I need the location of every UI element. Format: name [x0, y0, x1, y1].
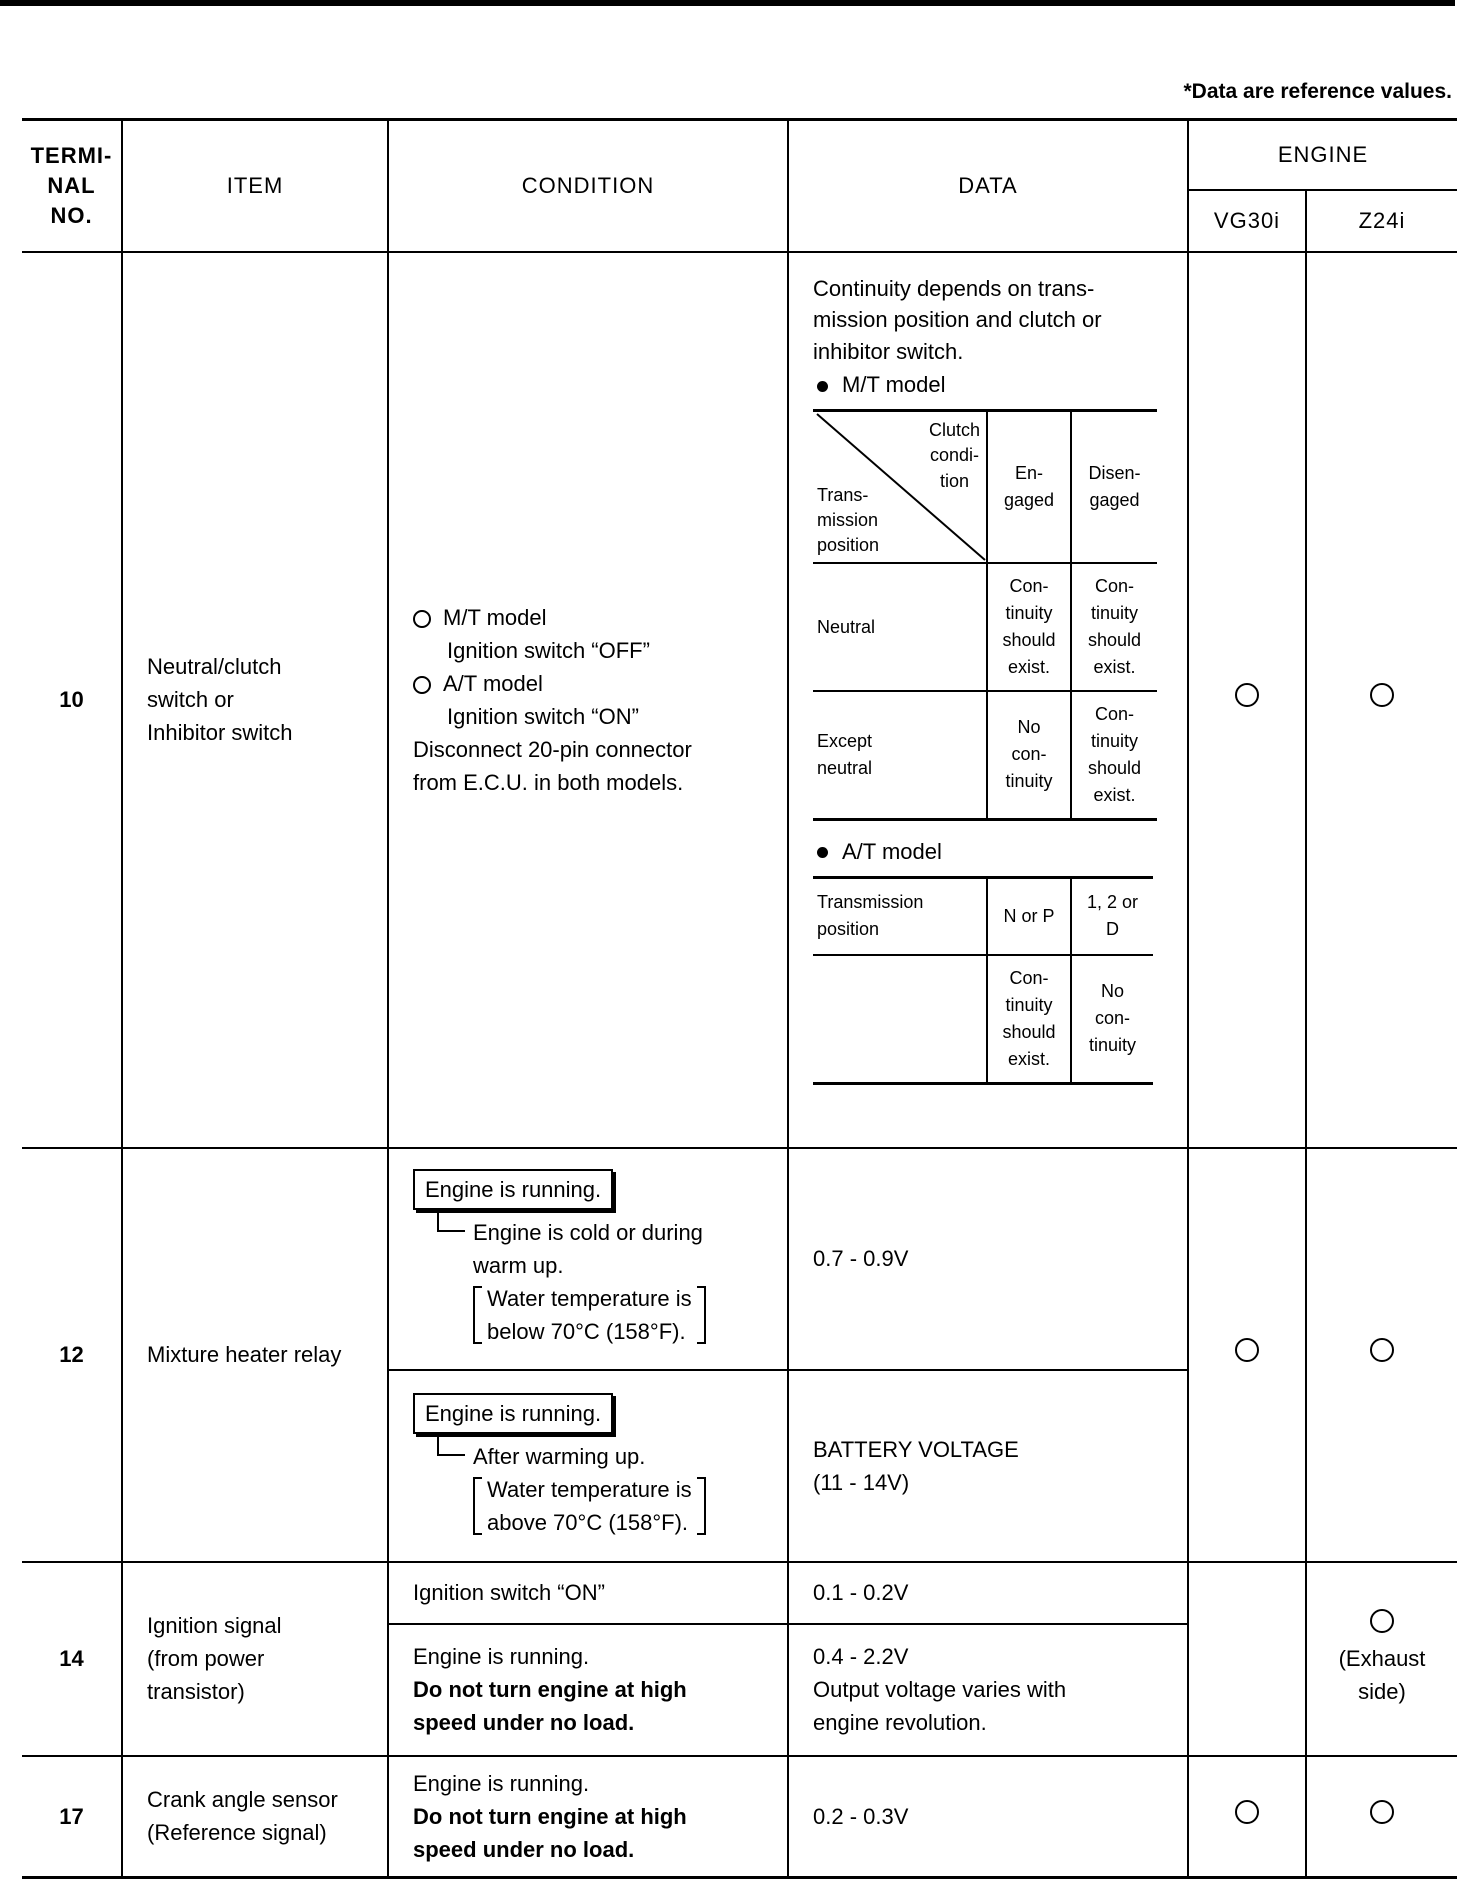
condition-bracket: Water temperature is above 70°C (158°F). [473, 1473, 706, 1539]
vg30i-applicable [1188, 252, 1306, 1148]
item-label: Crank angle sensor (Reference signal) [122, 1756, 388, 1878]
condition-at: A/T model [443, 670, 543, 696]
header-data: DATA [788, 120, 1188, 252]
col-1-2-or-d: 1, 2 or D [1071, 877, 1153, 955]
condition-branch: Engine is cold or during warm up. [413, 1216, 767, 1282]
transmission-position-label: Trans- mission position [817, 484, 880, 555]
terminal-number: 17 [22, 1756, 122, 1878]
table-row [22, 1562, 1457, 1624]
col-disengaged: Disen- gaged [1071, 411, 1157, 564]
d-continuity: No con- tinuity [1071, 955, 1153, 1083]
condition-cell [388, 1756, 788, 1878]
row-neutral: Neutral [813, 563, 987, 691]
condition-text: Engine is running. [413, 1770, 590, 1796]
condition-at-ignition: Ignition switch “ON” [447, 703, 639, 729]
data-value: 0.4 - 2.2V Output voltage varies with engine revolution. [788, 1624, 1188, 1756]
circle-icon [1235, 1800, 1259, 1824]
condition-warning: Do not turn engine at high speed under no load. [413, 1803, 687, 1862]
condition-text: Engine is running. [413, 1644, 590, 1669]
circle-icon [1370, 1338, 1394, 1362]
terminal-number: 12 [22, 1148, 122, 1562]
row-except-neutral: Except neutral [813, 691, 987, 819]
circle-icon [1235, 683, 1259, 707]
condition-bracket: Water temperature is below 70°C (158°F). [473, 1282, 706, 1348]
condition-branch: After warming up. [413, 1440, 767, 1473]
condition-cell [388, 1370, 788, 1562]
at-continuity-table [813, 876, 1153, 1085]
circle-icon [1370, 1609, 1394, 1633]
header-z24i: Z24i [1306, 190, 1457, 252]
condition-disconnect: Disconnect 20-pin connector from E.C.U. in both models. [413, 736, 692, 795]
condition-box: Engine is running. [413, 1169, 613, 1210]
except-engaged: No con- tinuity [987, 691, 1071, 819]
data-value: 0.7 - 0.9V [788, 1148, 1188, 1370]
data-value: 0.1 - 0.2V [788, 1562, 1188, 1624]
diagonal-header-cell [813, 411, 987, 564]
data-value: 0.2 - 0.3V [788, 1756, 1188, 1878]
col-engaged: En- gaged [987, 411, 1071, 564]
bullet-icon [817, 847, 828, 858]
header-engine: ENGINE [1188, 120, 1457, 190]
condition-mt-ignition: Ignition switch “OFF” [447, 637, 650, 663]
z24i-applicable [1306, 252, 1457, 1148]
vg30i-applicable [1188, 1148, 1306, 1562]
condition-cell [388, 1148, 788, 1370]
mt-title: M/T model [842, 372, 946, 398]
col-n-or-p: N or P [987, 877, 1071, 955]
data-value: BATTERY VOLTAGE (11 - 14V) [788, 1370, 1188, 1562]
vg30i-applicable [1188, 1562, 1306, 1756]
header-item: ITEM [122, 120, 388, 252]
item-label: Neutral/clutch switch or Inhibitor switch [122, 252, 388, 1148]
table-row [22, 1148, 1457, 1370]
vg30i-applicable [1188, 1756, 1306, 1878]
circle-bullet-icon [413, 610, 431, 628]
except-disengaged: Con- tinuity should exist. [1071, 691, 1157, 819]
terminal-number: 14 [22, 1562, 122, 1756]
clutch-condition-label: Clutch condi- tion [928, 420, 980, 491]
condition-mt: M/T model [443, 604, 547, 630]
condition-text: Ignition switch “ON” [388, 1562, 788, 1624]
circle-icon [1370, 683, 1394, 707]
table-row [22, 252, 1457, 1148]
row-transmission-position: Transmission position [813, 877, 987, 955]
top-rule [0, 0, 1455, 6]
condition-warning: Do not turn engine at high speed under no load. [413, 1677, 687, 1735]
condition-cell [388, 1624, 788, 1756]
mt-continuity-table [813, 409, 1157, 821]
neutral-disengaged: Con- tinuity should exist. [1071, 563, 1157, 691]
data-cell [788, 252, 1188, 1148]
terminal-data-table [22, 118, 1457, 1879]
item-label: Mixture heater relay [122, 1148, 388, 1562]
z24i-applicable [1306, 1148, 1457, 1562]
item-label: Ignition signal (from power transistor) [122, 1562, 388, 1756]
reference-note: *Data are reference values. [1183, 80, 1452, 103]
condition-cell [388, 252, 788, 1148]
terminal-number: 10 [22, 252, 122, 1148]
header-condition: CONDITION [388, 120, 788, 252]
circle-icon [1235, 1338, 1259, 1362]
header-vg30i: VG30i [1188, 190, 1306, 252]
condition-box: Engine is running. [413, 1393, 613, 1434]
z24i-applicable [1306, 1756, 1457, 1878]
at-title: A/T model [842, 838, 942, 864]
np-continuity: Con- tinuity should exist. [987, 955, 1071, 1083]
empty-cell [813, 955, 987, 1083]
data-intro: Continuity depends on trans- mission position and clutch or inhibitor switch. [813, 275, 1102, 365]
table-row [22, 1756, 1457, 1878]
circle-icon [1370, 1800, 1394, 1824]
neutral-engaged: Con- tinuity should exist. [987, 563, 1071, 691]
bullet-icon [817, 381, 828, 392]
z24i-applicable [1306, 1562, 1457, 1756]
header-terminal: TERMI- NAL NO. [22, 120, 122, 252]
z24i-note: (Exhaust side) [1338, 1646, 1426, 1704]
circle-bullet-icon [413, 676, 431, 694]
